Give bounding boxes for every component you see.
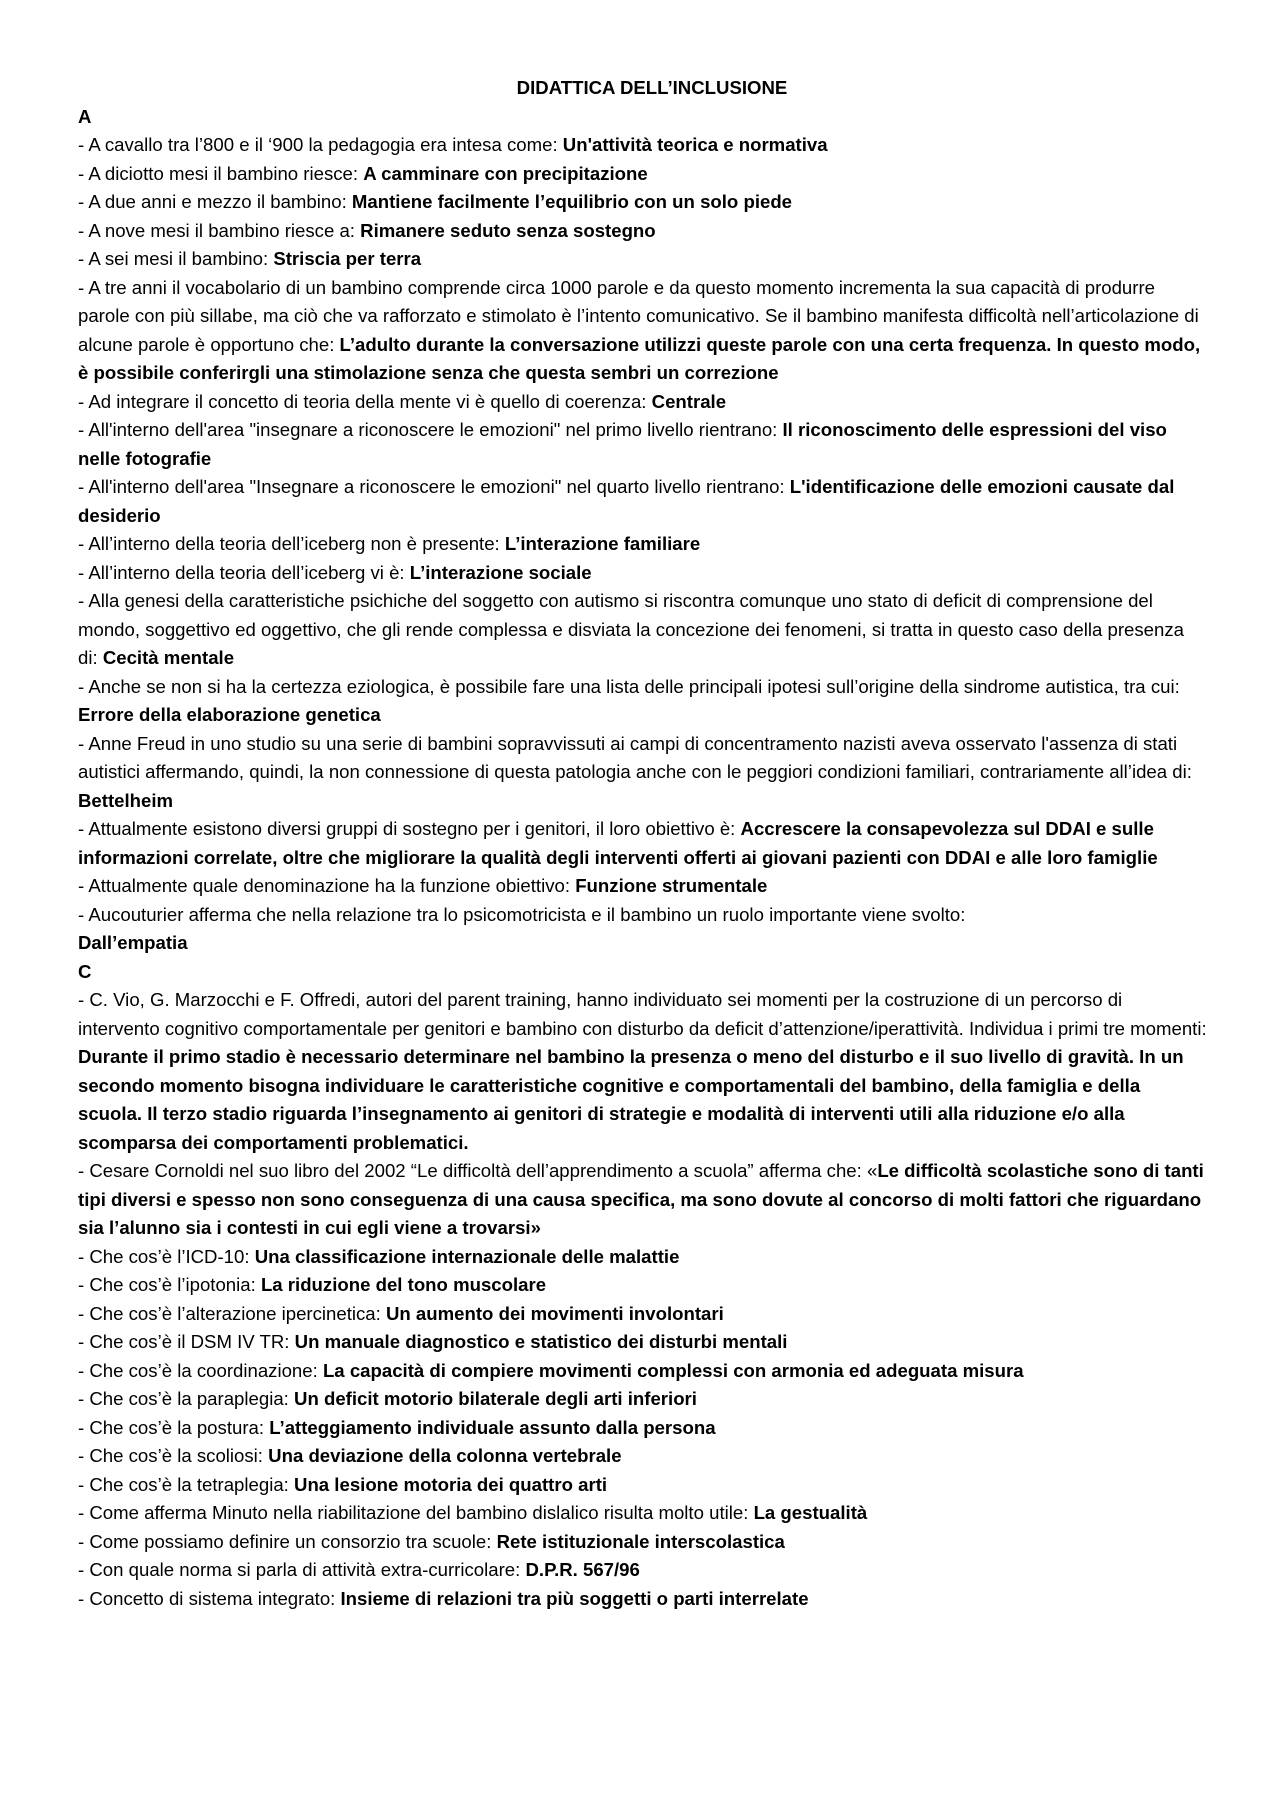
answer-text: Il riconoscimento delle espressioni del viso nelle fotografie bbox=[78, 419, 1167, 469]
question-text: - Anne Freud in uno studio su una serie di bambini sopravvissuti ai campi di concentramento nazisti aveva osservato l'assenza di stati autistici affermando, quindi, la non connessione di questa patologia anche con le peggiori condizioni familiari, contrariamente all’idea di: bbox=[78, 732, 1192, 782]
question-text: - A sei mesi il bambino: bbox=[78, 248, 274, 269]
answer-text: A camminare con precipitazione bbox=[363, 162, 648, 184]
answer-text: Rete istituzionale interscolastica bbox=[496, 1530, 785, 1552]
question-text: - Cesare Cornoldi nel suo libro del 2002 “Le difficoltà dell’apprendimento a scuola” afferma che: « bbox=[78, 1160, 878, 1181]
question-text: - Attualmente quale denominazione ha la funzione obiettivo: bbox=[78, 875, 576, 896]
answer-text: La riduzione del tono muscolare bbox=[260, 1274, 547, 1295]
answer-text: Errore della elaborazione genetica bbox=[78, 704, 381, 725]
question-text: - Che cos’è l’ipotonia: bbox=[78, 1274, 261, 1295]
answer-text: Una classificazione internazionale delle malattie bbox=[254, 1245, 680, 1267]
answer-text: L'identificazione delle emozioni causate dal desiderio bbox=[78, 476, 1175, 526]
question-text: - Con quale norma si parla di attività extra-curricolare: bbox=[78, 1559, 526, 1580]
qa-entry bbox=[78, 901, 1208, 958]
answer-text: L’atteggiamento individuale assunto dalla persona bbox=[269, 1416, 716, 1438]
answer-text: L’adulto durante la conversazione utilizzi queste parole con una certa frequenza. In questo modo, è possibile conferirgli una stimolazione senza che questa sembri un correzione bbox=[78, 333, 1201, 383]
question-text: - Che cos’è la scoliosi: bbox=[78, 1445, 269, 1466]
question-text: - Concetto di sistema integrato: bbox=[78, 1587, 341, 1609]
question-text: - Come afferma Minuto nella riabilitazione del bambino dislalico risulta molto utile: bbox=[78, 1502, 754, 1523]
qa-entry bbox=[78, 559, 1208, 588]
qa-entry bbox=[78, 1300, 1208, 1329]
qa-entry bbox=[78, 1528, 1208, 1557]
answer-text: Dall’empatia bbox=[78, 932, 188, 953]
qa-entry bbox=[78, 1328, 1208, 1357]
answer-text: D.P.R. 567/96 bbox=[525, 1559, 640, 1580]
answer-text: Mantiene facilmente l’equilibrio con un solo piede bbox=[351, 191, 793, 212]
section-letter: A bbox=[78, 105, 92, 127]
answer-text: La capacità di compiere movimenti complessi con armonia ed adeguata misura bbox=[322, 1359, 1024, 1381]
answer-text: Una lesione motoria dei quattro arti bbox=[294, 1473, 608, 1495]
qa-entry bbox=[78, 217, 1208, 246]
qa-entry bbox=[78, 131, 1208, 160]
qa-entry bbox=[78, 1243, 1208, 1272]
question-text: - A tre anni il vocabolario di un bambino comprende circa 1000 parole e da questo momento incrementa la sua capacità di produrre parole con più sillabe, ma ciò che va rafforzato e stimolato è l’intento comunicativo. Se il bambino manifesta difficoltà nell’articolazione di alcune parole è opportuno che: bbox=[78, 276, 1199, 355]
answer-text: L’interazione familiare bbox=[504, 533, 701, 554]
qa-entry bbox=[78, 1499, 1208, 1528]
answer-text: Un manuale diagnostico e statistico dei disturbi mentali bbox=[294, 1331, 788, 1352]
answer-text: Durante il primo stadio è necessario determinare nel bambino la presenza o meno del disturbo e il suo livello di gravità. In un secondo momento bisogna individuare le caratteristiche cognitive e comportamentali del bambino, della famiglia e della scuola. Il terzo stadio riguarda l’insegnamento ai genitori di strategie e modalità di interventi utili alla riduzione e/o alla scomparsa dei comportamenti problematici. bbox=[78, 1046, 1184, 1153]
question-text: - C. Vio, G. Marzocchi e F. Offredi, autori del parent training, hanno individuato sei momenti per la costruzione di un percorso di intervento cognitivo comportamentale per genitori e bambino con disturbo da deficit d’attenzione/iperattività. Individua i primi tre momenti: bbox=[78, 989, 1207, 1039]
answer-text: L’interazione sociale bbox=[409, 561, 592, 583]
answer-text: Striscia per terra bbox=[273, 248, 422, 269]
question-text: - Anche se non si ha la certezza eziologica, è possibile fare una lista delle principali ipotesi sull’origine della sindrome autistica, tra cui: bbox=[78, 675, 1180, 697]
question-text: - All'interno dell'area "insegnare a riconoscere le emozioni" nel primo livello rientrano: bbox=[78, 419, 783, 440]
answer-text: Cecità mentale bbox=[102, 647, 235, 668]
question-text: - A nove mesi il bambino riesce a: bbox=[78, 219, 361, 241]
qa-entry bbox=[78, 587, 1208, 673]
qa-entry bbox=[78, 730, 1208, 816]
question-text: - All'interno dell'area "Insegnare a riconoscere le emozioni" nel quarto livello rientrano: bbox=[78, 476, 790, 497]
answer-text: Un'attività teorica e normativa bbox=[562, 134, 828, 155]
qa-entry bbox=[78, 673, 1208, 730]
answer-text: La gestualità bbox=[753, 1502, 868, 1523]
question-text: - Come possiamo definire un consorzio tra scuole: bbox=[78, 1530, 497, 1552]
question-text: - All’interno della teoria dell’iceberg vi è: bbox=[78, 561, 410, 583]
qa-entry bbox=[78, 1271, 1208, 1300]
answer-text: Un aumento dei movimenti involontari bbox=[385, 1302, 724, 1324]
qa-entry bbox=[78, 1357, 1208, 1386]
question-text: - Che cos’è la coordinazione: bbox=[78, 1359, 323, 1381]
question-text: - Che cos’è la tetraplegia: bbox=[78, 1473, 295, 1495]
qa-entry bbox=[78, 872, 1208, 901]
question-text: - Alla genesi della caratteristiche psichiche del soggetto con autismo si riscontra comunque uno stato di deficit di comprensione del mondo, soggettivo ed oggettivo, che gli rende complessa e disviata la concezione dei fenomeni, si tratta in questo caso della presenza di: bbox=[78, 590, 1184, 668]
qa-entry bbox=[78, 416, 1208, 473]
qa-entry bbox=[78, 1585, 1208, 1614]
qa-entry bbox=[78, 1414, 1208, 1443]
qa-entry bbox=[78, 1157, 1208, 1243]
qa-entry bbox=[78, 188, 1208, 217]
answer-text: Bettelheim bbox=[78, 789, 174, 811]
qa-entry bbox=[78, 815, 1208, 872]
question-text: - Aucouturier afferma che nella relazione tra lo psicomotricista e il bambino un ruolo importante viene svolto: bbox=[78, 903, 966, 925]
question-text: - Che cos’è l’alterazione ipercinetica: bbox=[78, 1302, 386, 1324]
qa-entry bbox=[78, 1556, 1208, 1585]
page-title: DIDATTICA DELL’INCLUSIONE bbox=[516, 77, 788, 98]
qa-entry bbox=[78, 245, 1208, 274]
qa-entry bbox=[78, 160, 1208, 189]
qa-entry bbox=[78, 986, 1208, 1157]
section-letter: C bbox=[78, 960, 92, 982]
sections-container bbox=[78, 103, 1208, 1614]
answer-text: Funzione strumentale bbox=[575, 875, 768, 896]
qa-entry bbox=[78, 1471, 1208, 1500]
qa-entry bbox=[78, 1385, 1208, 1414]
question-text: - Attualmente esistono diversi gruppi di sostegno per i genitori, il loro obiettivo è: bbox=[78, 818, 741, 839]
qa-entry bbox=[78, 388, 1208, 417]
question-text: - Che cos’è l’ICD-10: bbox=[78, 1245, 255, 1267]
answer-text: Un deficit motorio bilaterale degli arti inferiori bbox=[294, 1388, 697, 1409]
question-text: - Ad integrare il concetto di teoria della mente vi è quello di coerenza: bbox=[78, 390, 652, 412]
qa-entry bbox=[78, 530, 1208, 559]
question-text: - Che cos’è la postura: bbox=[78, 1416, 270, 1438]
question-text: - All’interno della teoria dell’iceberg non è presente: bbox=[78, 533, 505, 554]
qa-entry bbox=[78, 1442, 1208, 1471]
question-text: - A due anni e mezzo il bambino: bbox=[78, 191, 352, 212]
question-text: - A diciotto mesi il bambino riesce: bbox=[78, 162, 364, 184]
answer-text: Rimanere seduto senza sostegno bbox=[360, 219, 656, 241]
answer-text: Una deviazione della colonna vertebrale bbox=[268, 1445, 622, 1466]
answer-text: Centrale bbox=[651, 390, 727, 412]
qa-entry bbox=[78, 274, 1208, 388]
answer-text: Accrescere la consapevolezza sul DDAI e sulle informazioni correlate, oltre che migliorare la qualità degli interventi offerti ai giovani pazienti con DDAI e alle loro famiglie bbox=[78, 818, 1158, 868]
qa-entry bbox=[78, 473, 1208, 530]
question-text: - A cavallo tra l’800 e il ‘900 la pedagogia era intesa come: bbox=[78, 134, 563, 155]
document-body bbox=[78, 74, 1208, 1613]
question-text: - Che cos’è il DSM IV TR: bbox=[78, 1331, 295, 1352]
answer-text: Le difficoltà scolastiche sono di tanti tipi diversi e spesso non sono conseguenza di una causa specifica, ma sono dovute al concorso di molti fattori che riguardano sia l’alunno sia i contesti in cui egli viene a trovarsi» bbox=[78, 1160, 1204, 1238]
answer-text: Insieme di relazioni tra più soggetti o parti interrelate bbox=[340, 1587, 809, 1609]
question-text: - Che cos’è la paraplegia: bbox=[78, 1388, 295, 1409]
